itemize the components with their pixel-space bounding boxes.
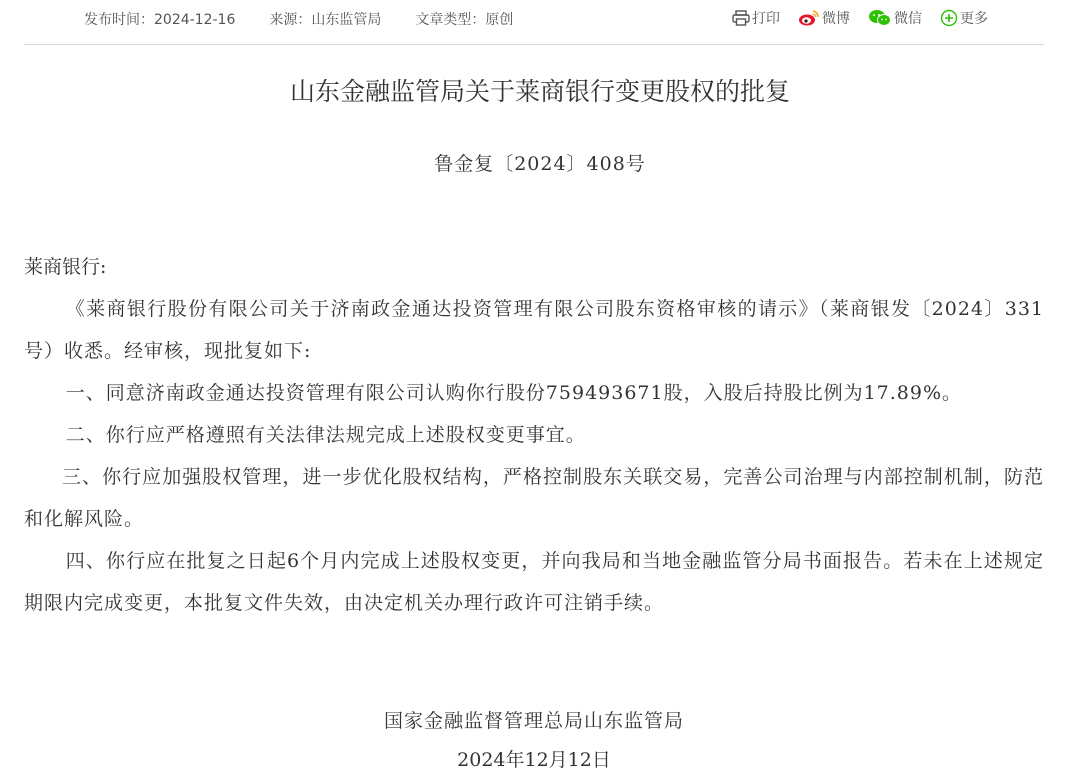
paragraph-item-1: 一、同意济南政金通达投资管理有限公司认购你行股份759493671股，入股后持股比例为17.89%。 (65, 382, 963, 404)
source-label: 来源： (269, 12, 312, 28)
addressee: 莱商银行: (24, 256, 107, 278)
article-meta-bar (24, 0, 1044, 45)
paragraph-item-2: 二、你行应严格遵照有关法律法规完成上述股权变更事宜。 (65, 424, 586, 446)
share-wechat-button[interactable] (868, 8, 922, 28)
article-type (415, 9, 513, 29)
print-button[interactable] (732, 8, 780, 28)
more-share-button[interactable] (940, 8, 988, 28)
share-weibo-button[interactable] (798, 8, 850, 28)
article-body (24, 246, 1044, 624)
print-label: 打印 (752, 11, 780, 27)
publish-time-label: 发布时间： (84, 12, 154, 28)
article-type-label: 文章类型： (415, 12, 486, 28)
publish-time (84, 9, 235, 29)
article-type-value: 原创 (485, 12, 514, 28)
weibo-label: 微博 (822, 11, 850, 27)
publish-time-value: 2024-12-16 (154, 12, 236, 28)
paragraph-item-4: 四、你行应在批复之日起6个月内完成上述股权变更，并向我局和当地金融监管分局书面报告。若未在上述规定期限内完成变更，本批复文件失效，由决定机关办理行政许可注销手续。 (24, 550, 1044, 614)
printer-icon (732, 10, 750, 26)
document-number: 鲁金复〔2024〕408号 (434, 153, 646, 175)
signature-date: 2024年12月12日 (457, 749, 611, 771)
paragraph-intro: 《莱商银行股份有限公司关于济南政金通达投资管理有限公司股东资格审核的请示》（莱商银发〔2024〕331号）收悉。经审核，现批复如下: (24, 298, 1044, 362)
weibo-icon (798, 9, 820, 27)
page-title: 山东金融监管局关于莱商银行变更股权的批复 (289, 77, 790, 106)
wechat-icon (868, 9, 892, 27)
article-meta (84, 9, 547, 29)
plus-circle-icon (940, 9, 958, 27)
paragraph-item-3: 三、你行应加强股权管理，进一步优化股权结构，严格控制股东关联交易，完善公司治理与内部控制机制，防范和化解风险。 (24, 466, 1044, 530)
share-toolbar (714, 8, 988, 28)
signature-organization: 国家金融监督管理总局山东监管局 (383, 710, 684, 732)
more-label: 更多 (960, 11, 988, 27)
wechat-label: 微信 (894, 11, 922, 27)
source-value: 山东监管局 (311, 12, 382, 28)
source (269, 9, 381, 29)
